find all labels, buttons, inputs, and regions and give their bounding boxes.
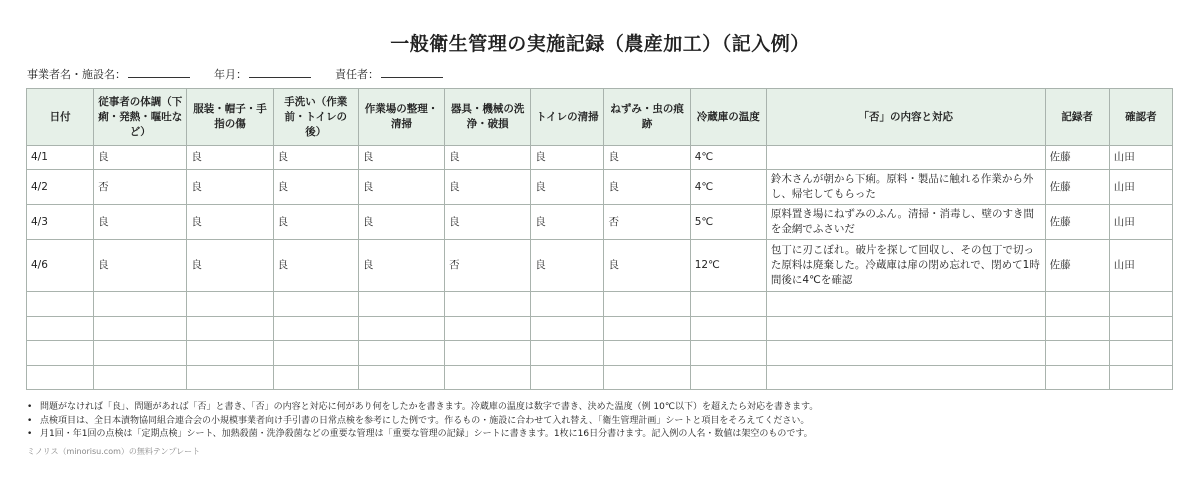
cell-toilet[interactable] bbox=[531, 366, 604, 390]
cell-workplace-cleaning[interactable] bbox=[358, 292, 444, 317]
cell-clothing[interactable] bbox=[187, 341, 273, 366]
cell-toilet[interactable]: 良 bbox=[531, 205, 604, 240]
cell-pests[interactable]: 良 bbox=[604, 170, 690, 205]
cell-checker[interactable]: 山田 bbox=[1109, 170, 1172, 205]
cell-workplace-cleaning[interactable] bbox=[358, 366, 444, 390]
cell-handwashing[interactable] bbox=[273, 317, 358, 341]
cell-equipment[interactable] bbox=[445, 366, 531, 390]
header-workplace-cleaning: 作業場の整理・清掃 bbox=[358, 89, 444, 146]
table-row bbox=[27, 170, 1173, 205]
year-month-label: 年月： bbox=[214, 68, 247, 81]
cell-clothing[interactable]: 良 bbox=[187, 146, 273, 170]
cell-toilet[interactable]: 良 bbox=[531, 146, 604, 170]
cell-date[interactable]: 4/1 bbox=[27, 146, 94, 170]
header-handwashing: 手洗い（作業前・トイレの後） bbox=[273, 89, 358, 146]
cell-staff-health[interactable]: 良 bbox=[94, 146, 187, 170]
cell-pests[interactable]: 良 bbox=[604, 146, 690, 170]
note-item: • 問題がなければ「良」、問題があれば「否」と書き、「否」の内容と対応に何があり何をしたかを書きます。冷蔵庫の温度は数字で書き、決めた温度（例 10℃以下）を超えたら対応を書きます。 bbox=[27, 401, 818, 415]
cell-staff-health[interactable] bbox=[94, 366, 187, 390]
table-body bbox=[27, 146, 1173, 390]
cell-recorder[interactable]: 佐藤 bbox=[1045, 146, 1109, 170]
cell-workplace-cleaning[interactable] bbox=[358, 341, 444, 366]
business-name-blank[interactable] bbox=[128, 65, 190, 78]
header-checker: 確認者 bbox=[1109, 89, 1172, 146]
cell-staff-health[interactable]: 良 bbox=[94, 240, 187, 292]
cell-date[interactable] bbox=[27, 317, 94, 341]
cell-toilet[interactable]: 良 bbox=[531, 170, 604, 205]
meta-fields bbox=[27, 65, 443, 82]
cell-issue-response[interactable] bbox=[766, 146, 1045, 170]
cell-toilet[interactable] bbox=[531, 317, 604, 341]
year-month-blank[interactable] bbox=[249, 65, 311, 78]
header-equipment: 器具・機械の洗浄・破損 bbox=[445, 89, 531, 146]
cell-checker[interactable]: 山田 bbox=[1109, 146, 1172, 170]
notes-list bbox=[27, 401, 818, 442]
cell-toilet[interactable]: 良 bbox=[531, 240, 604, 292]
cell-pests[interactable] bbox=[604, 317, 690, 341]
header-date: 日付 bbox=[27, 89, 94, 146]
cell-checker[interactable] bbox=[1109, 341, 1172, 366]
cell-staff-health[interactable]: 否 bbox=[94, 170, 187, 205]
cell-handwashing[interactable]: 良 bbox=[273, 170, 358, 205]
cell-equipment[interactable] bbox=[445, 292, 531, 317]
cell-issue-response[interactable] bbox=[766, 341, 1045, 366]
cell-clothing[interactable] bbox=[187, 292, 273, 317]
cell-equipment[interactable]: 否 bbox=[445, 240, 531, 292]
cell-fridge-temp[interactable] bbox=[690, 317, 766, 341]
header-issue-response: 「否」の内容と対応 bbox=[766, 89, 1045, 146]
cell-fridge-temp[interactable] bbox=[690, 292, 766, 317]
cell-handwashing[interactable]: 良 bbox=[273, 205, 358, 240]
cell-equipment[interactable]: 良 bbox=[445, 146, 531, 170]
cell-pests[interactable] bbox=[604, 292, 690, 317]
header-clothing: 服装・帽子・手指の傷 bbox=[187, 89, 273, 146]
note-item: • 点検項目は、全日本漬物協同組合連合会の小規模事業者向け手引書の日常点検を参考にした例です。作るもの・施設に合わせて入れ替え、「衛生管理計画」シートと項目をそろえてください。 bbox=[27, 415, 818, 429]
table-row bbox=[27, 146, 1173, 170]
cell-equipment[interactable]: 良 bbox=[445, 170, 531, 205]
cell-checker[interactable]: 山田 bbox=[1109, 240, 1172, 292]
cell-issue-response[interactable] bbox=[766, 317, 1045, 341]
cell-staff-health[interactable]: 良 bbox=[94, 205, 187, 240]
cell-workplace-cleaning[interactable]: 良 bbox=[358, 205, 444, 240]
header-recorder: 記録者 bbox=[1045, 89, 1109, 146]
cell-equipment[interactable]: 良 bbox=[445, 205, 531, 240]
cell-handwashing[interactable] bbox=[273, 292, 358, 317]
cell-staff-health[interactable] bbox=[94, 341, 187, 366]
cell-recorder[interactable] bbox=[1045, 366, 1109, 390]
header-toilet: トイレの清掃 bbox=[531, 89, 604, 146]
cell-workplace-cleaning[interactable]: 良 bbox=[358, 170, 444, 205]
business-name-label: 事業者名・施設名： bbox=[27, 68, 126, 81]
cell-checker[interactable] bbox=[1109, 366, 1172, 390]
header-pests: ねずみ・虫の痕跡 bbox=[604, 89, 690, 146]
cell-issue-response[interactable]: 原料置き場にねずみのふん。清掃・消毒し、壁のすき間を金網でふさいだ bbox=[766, 205, 1045, 240]
cell-fridge-temp[interactable]: 4℃ bbox=[690, 146, 766, 170]
cell-issue-response[interactable]: 鈴木さんが朝から下痢。原料・製品に触れる作業から外し、帰宅してもらった bbox=[766, 170, 1045, 205]
cell-staff-health[interactable] bbox=[94, 292, 187, 317]
cell-pests[interactable] bbox=[604, 366, 690, 390]
cell-checker[interactable] bbox=[1109, 292, 1172, 317]
cell-recorder[interactable] bbox=[1045, 317, 1109, 341]
cell-clothing[interactable] bbox=[187, 317, 273, 341]
cell-fridge-temp[interactable]: 5℃ bbox=[690, 205, 766, 240]
responsible-person-blank[interactable] bbox=[381, 65, 443, 78]
cell-handwashing[interactable] bbox=[273, 341, 358, 366]
header-staff-health: 従事者の体調（下痢・発熱・嘔吐など） bbox=[94, 89, 187, 146]
cell-workplace-cleaning[interactable] bbox=[358, 317, 444, 341]
cell-date[interactable]: 4/3 bbox=[27, 205, 94, 240]
cell-workplace-cleaning[interactable]: 良 bbox=[358, 240, 444, 292]
cell-toilet[interactable] bbox=[531, 292, 604, 317]
cell-clothing[interactable]: 良 bbox=[187, 240, 273, 292]
cell-pests[interactable] bbox=[604, 341, 690, 366]
cell-workplace-cleaning[interactable]: 良 bbox=[358, 146, 444, 170]
table-row bbox=[27, 317, 1173, 341]
cell-date[interactable]: 4/2 bbox=[27, 170, 94, 205]
cell-date[interactable] bbox=[27, 366, 94, 390]
table-row bbox=[27, 240, 1173, 292]
credit-text: ミノリス（minorisu.com）の無料テンプレート bbox=[27, 447, 201, 456]
cell-clothing[interactable]: 良 bbox=[187, 170, 273, 205]
cell-issue-response[interactable]: 包丁に刃こぼれ。破片を探して回収し、その包丁で切った原料は廃棄した。冷蔵庫は扉の閉め忘れで、閉めて1時間後に4℃を確認 bbox=[766, 240, 1045, 292]
header-fridge-temp: 冷蔵庫の温度 bbox=[690, 89, 766, 146]
cell-clothing[interactable]: 良 bbox=[187, 205, 273, 240]
cell-staff-health[interactable] bbox=[94, 317, 187, 341]
cell-recorder[interactable] bbox=[1045, 292, 1109, 317]
responsible-person-label: 責任者： bbox=[335, 68, 379, 81]
page-title: 一般衛生管理の実施記録（農産加工）（記入例） bbox=[390, 33, 810, 55]
cell-clothing[interactable] bbox=[187, 366, 273, 390]
table-row bbox=[27, 205, 1173, 240]
cell-fridge-temp[interactable]: 4℃ bbox=[690, 170, 766, 205]
cell-date[interactable] bbox=[27, 292, 94, 317]
cell-recorder[interactable] bbox=[1045, 341, 1109, 366]
cell-issue-response[interactable] bbox=[766, 366, 1045, 390]
cell-recorder[interactable]: 佐藤 bbox=[1045, 205, 1109, 240]
cell-date[interactable]: 4/6 bbox=[27, 240, 94, 292]
table-row bbox=[27, 292, 1173, 317]
cell-handwashing[interactable]: 良 bbox=[273, 240, 358, 292]
cell-date[interactable] bbox=[27, 341, 94, 366]
cell-equipment[interactable] bbox=[445, 317, 531, 341]
cell-pests[interactable]: 良 bbox=[604, 240, 690, 292]
table-row bbox=[27, 341, 1173, 366]
cell-issue-response[interactable] bbox=[766, 292, 1045, 317]
cell-fridge-temp[interactable] bbox=[690, 341, 766, 366]
cell-checker[interactable]: 山田 bbox=[1109, 205, 1172, 240]
cell-checker[interactable] bbox=[1109, 317, 1172, 341]
cell-recorder[interactable]: 佐藤 bbox=[1045, 170, 1109, 205]
cell-fridge-temp[interactable]: 12℃ bbox=[690, 240, 766, 292]
cell-pests[interactable]: 否 bbox=[604, 205, 690, 240]
cell-handwashing[interactable] bbox=[273, 366, 358, 390]
cell-toilet[interactable] bbox=[531, 341, 604, 366]
cell-recorder[interactable]: 佐藤 bbox=[1045, 240, 1109, 292]
cell-fridge-temp[interactable] bbox=[690, 366, 766, 390]
cell-handwashing[interactable]: 良 bbox=[273, 146, 358, 170]
table-row bbox=[27, 366, 1173, 390]
table-header-row bbox=[27, 89, 1173, 146]
note-item: • 月1回・年1回の点検は「定期点検」シート、加熱殺菌・洗浄殺菌などの重要な管理は「重要な管理の記録」シートに書きます。1枚に16日分書けます。記入例の人名・数値は架空のものです。 bbox=[27, 428, 818, 442]
hygiene-record-table bbox=[26, 88, 1173, 390]
cell-equipment[interactable] bbox=[445, 341, 531, 366]
